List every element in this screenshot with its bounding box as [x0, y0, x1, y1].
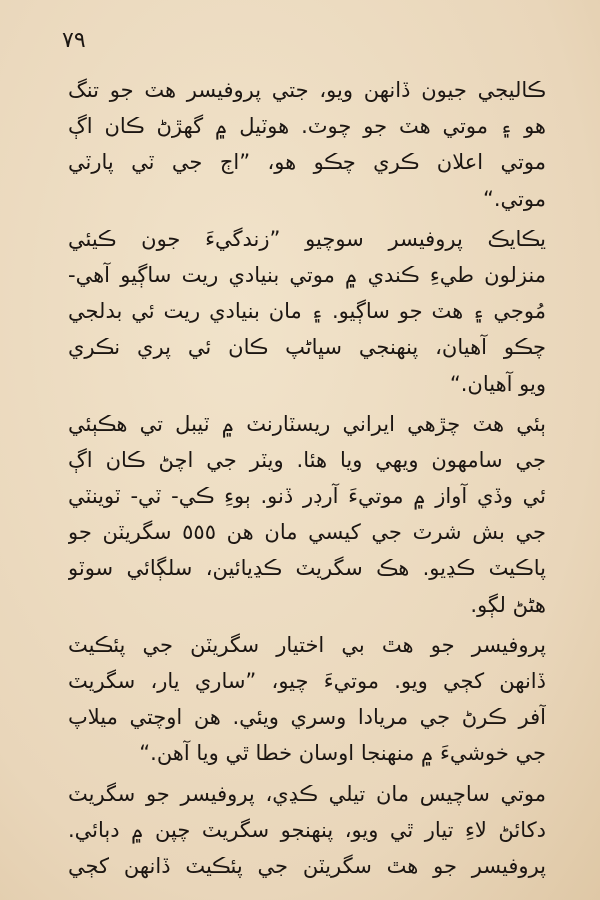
body-text: [68, 72, 546, 888]
text-line: جي بش شرٽ جي کيسي مان هن ٥٥٥ سگريٽن جو: [68, 520, 546, 545]
paragraph-1: [68, 72, 546, 217]
text-line: موتي ساچيس مان تيلي ڪڍي، پروفيسر جو سگريٽ: [68, 781, 546, 806]
paragraph-2: [68, 221, 546, 402]
text-line: پروفيسر جو هٿ بي اختيار سگريٽن جي پئڪيٽ: [68, 632, 546, 657]
text-line: منزلون طيءِ ڪندي ۾ موتي بنيادي ريت ساڳيو آهي-: [68, 262, 546, 287]
text-line: مُوجي ۽ هٽ جو ساڳيو. ۽ مان بنيادي ريت ئي بدلجي: [68, 299, 546, 324]
text-line: دکائڻ لاءِ تيار ٿي ويو، پنهنجو سگريٽ چپن ۾ دٻائي.: [68, 817, 546, 842]
text-line: ڏانهن کڄي ويو. موتيءَ چيو، ”ساري يار، سگريٽ: [68, 669, 546, 693]
text-line: ڪاليجي جيون ڏانهن ويو، جتي پروفيسر هٽ جو تنگ: [68, 78, 546, 102]
text-line: يڪايڪ پروفيسر سوچيو ”زندگيءَ جون ڪيئي: [68, 226, 546, 251]
paragraph-4: [68, 627, 546, 772]
text-line: ٻئي هٽ چڙهي ايراني ريسٽارنٽ ۾ ٽيبل تي هڪٻئي: [68, 411, 546, 436]
text-line: هو ۽ موتي هٽ جو چوٽ. هوٽيل ۾ گهڙڻ ڪان اڳ: [68, 114, 546, 139]
text-line: ويو آهيان.“: [449, 371, 546, 396]
text-line: چڪو آهيان، پنهنجي سڀاڻپ ڪان ئي پري نڪري: [68, 335, 546, 360]
text-line: آفر ڪرڻ جي مريادا وسري ويئي. هن اوچتي ميلاپ: [68, 705, 546, 730]
page-number: ٧٩: [62, 28, 86, 53]
paragraph-5: [68, 776, 546, 885]
text-line: موتي اعلان ڪري چڪو هو، ”اڄ جي ٽي پارٽي: [68, 150, 546, 175]
text-line: جي سامهون ويهي ويا هئا. ويٽر جي اچڻ ڪان اڳ: [68, 447, 546, 472]
text-line: پروفيسر جو هٿ سگريٽن جي پئڪيٽ ڏانهن کڄي: [68, 853, 546, 878]
text-line: موتي.“: [483, 186, 546, 211]
text-line: هڻڻ لڳو.: [470, 592, 546, 617]
text-line: پاڪيٽ ڪڍيو. هڪ سگريٽ ڪڍيائين، سلڳائي سوٽو: [68, 556, 546, 581]
text-line: جي خوشيءَ ۾ منهنجا اوسان خطا ٿي ويا آهن.“: [139, 741, 546, 766]
paragraph-3: [68, 406, 546, 623]
text-line: ئي وڏي آواز ۾ موتيءَ آرڊر ڏنو. ٻوءِ ڪي- ٽي- ٽوينٽي: [68, 484, 546, 509]
